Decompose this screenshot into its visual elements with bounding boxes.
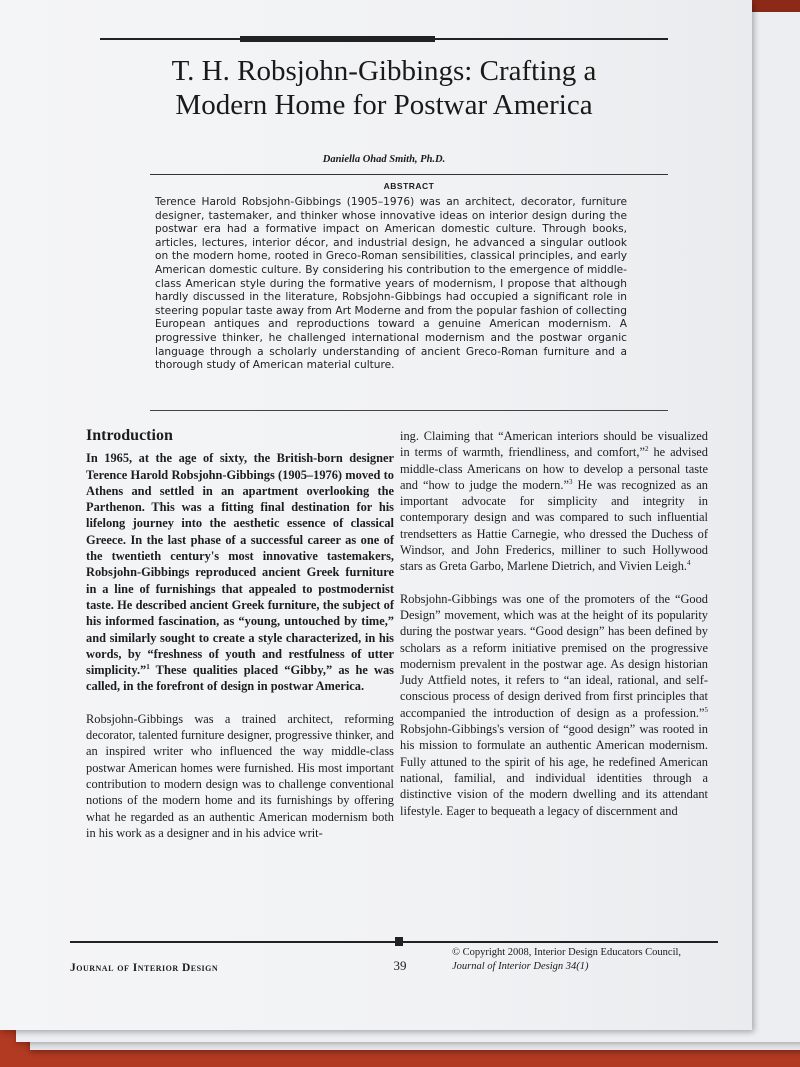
- footer-journal-name: Journal of Interior Design: [70, 962, 219, 974]
- intro-paragraph-2: Robsjohn-Gibbings was a trained architect, reforming decorator, talented furniture designer, progressive thinker, and an inspired writer who influenced the way middle-class postwar American homes were furnished. His most important contribution to modern design was to challenge conventional notions of the modern home and its furnishings by offering what he regarded as an authentic American modernism both in his work as a designer and in his advice writ-: [86, 711, 394, 840]
- article-title: [100, 54, 668, 122]
- abstract-text: Terence Harold Robsjohn-Gibbings (1905–1976) was an architect, decorator, furniture designer, tastemaker, and thinker whose innovative ideas on interior design during the postwar era had a formative impact on American domestic culture. Through books, articles, lectures, interior décor, and industrial design, he advanced a singular outlook on the modern home, rooted in Greco-Roman sensibilities, classical principles, and early American domestic culture. By considering his contribution to the emergence of middle-class American style during the formative years of modernism, I propose that although hardly discussed in the literature, Robsjohn-Gibbings had occupied a significant role in steering popular taste away from Art Moderne and from the popular fashion of collecting European antiques and reproductions toward a genuine American modernism. A progressive thinker, he challenged international modernism and the postwar organic language through a scholarly understanding of ancient Greco-Roman furniture and a thorough study of American material culture.: [155, 196, 627, 372]
- top-rule-accent: [240, 36, 435, 42]
- right-paragraph-2: [400, 591, 708, 819]
- right-paragraph-1-part-b: he advised middle-class Americans on how to develop a personal taste and “how to judge the modern.”: [400, 445, 709, 492]
- title-line-1: T. H. Robsjohn-Gibbings: Crafting a: [171, 55, 597, 87]
- right-paragraph-1-part-c: He was recognized as an important advocate for simplicity and integrity in contemporary design and was compared to such influential trendsetters as Hattie Carnegie, who dressed the Duchess of Windsor, and John Frederics, milliner to such Hollywood stars as Greta Garbo, Marlene Dietrich, and Vivien Leigh.: [400, 477, 708, 574]
- citation-line: Journal of Interior Design 34(1): [452, 961, 589, 972]
- right-paragraph-1: [400, 428, 708, 575]
- footer-rule: [70, 941, 718, 943]
- footnote-ref-2: 2: [644, 445, 649, 454]
- footer-copyright: [452, 946, 681, 974]
- right-paragraph-2-part-a: Robsjohn-Gibbings was one of the promoters of the “Good Design” movement, which was at the height of its popularity during the postwar years. “Good design” has been defined by scholars as a reform initiative premised on the progressive modernism prevalent in the postwar age. As design historian Judy Attfield notes, it refers to “an ideal, rational, and self-conscious process of design derived from first principles that accompanied the introduction of design as a profession.”: [400, 591, 708, 720]
- author-byline: Daniella Ohad Smith, Ph.D.: [322, 154, 446, 165]
- footnote-ref-5: 5: [704, 705, 708, 714]
- title-line-2: Modern Home for Postwar America: [175, 89, 593, 121]
- intro-paragraph-1: [86, 450, 394, 694]
- intro-paragraph-1-text: In 1965, at the age of sixty, the British-born designer Terence Harold Robsjohn-Gibbings (1905–1976) moved to Athens and settled in an apartment overlooking the Parthenon. This was a fitting final destination for his lifelong journey into the aesthetic essence of classical Greece. In the last phase of a successful career as one of the twentieth century's most innovative tastemakers, Robsjohn-Gibbings reproduced ancient Greek furniture in a line of furnishings that appealed to postmodernist taste. He described ancient Greek furniture, the subject of his informed fascination, as “young, untouched by time,” and similarly sought to create a style characterized, in his words, by “freshness of youth and restfulness of utter simplicity.”: [86, 451, 394, 678]
- abstract-heading: ABSTRACT: [383, 181, 435, 191]
- intro-paragraph-1-tail: These qualities placed “Gibby,” as he was called, in the forefront of design in postwar America.: [86, 663, 394, 694]
- section-heading-introduction: Introduction: [86, 427, 173, 444]
- page-number: 39: [393, 958, 407, 973]
- footnote-ref-1: 1: [146, 663, 150, 672]
- footnote-ref-3: 3: [568, 477, 573, 486]
- left-column: [86, 428, 394, 857]
- right-column: [400, 428, 708, 835]
- copyright-line: © Copyright 2008, Interior Design Educators Council,: [452, 947, 682, 958]
- footnote-ref-4: 4: [687, 559, 691, 568]
- right-paragraph-1-part-a: ing. Claiming that “American interiors should be visualized in terms of warmth, friendliness, and comfort,”: [400, 429, 708, 460]
- abstract-rule: [150, 174, 668, 175]
- right-paragraph-2-part-b: Robsjohn-Gibbings's version of “good design” was rooted in his mission to formulate an authentic American modernism. Fully attuned to the spirit of his age, he redefined American national, familial, and individual identities through a distinctive vision of the modern dwelling and its attendant lifestyle. Eager to bequeath a legacy of discernment and: [400, 722, 708, 818]
- abstract-bottom-rule: [150, 410, 668, 411]
- footer-marker: [395, 937, 403, 946]
